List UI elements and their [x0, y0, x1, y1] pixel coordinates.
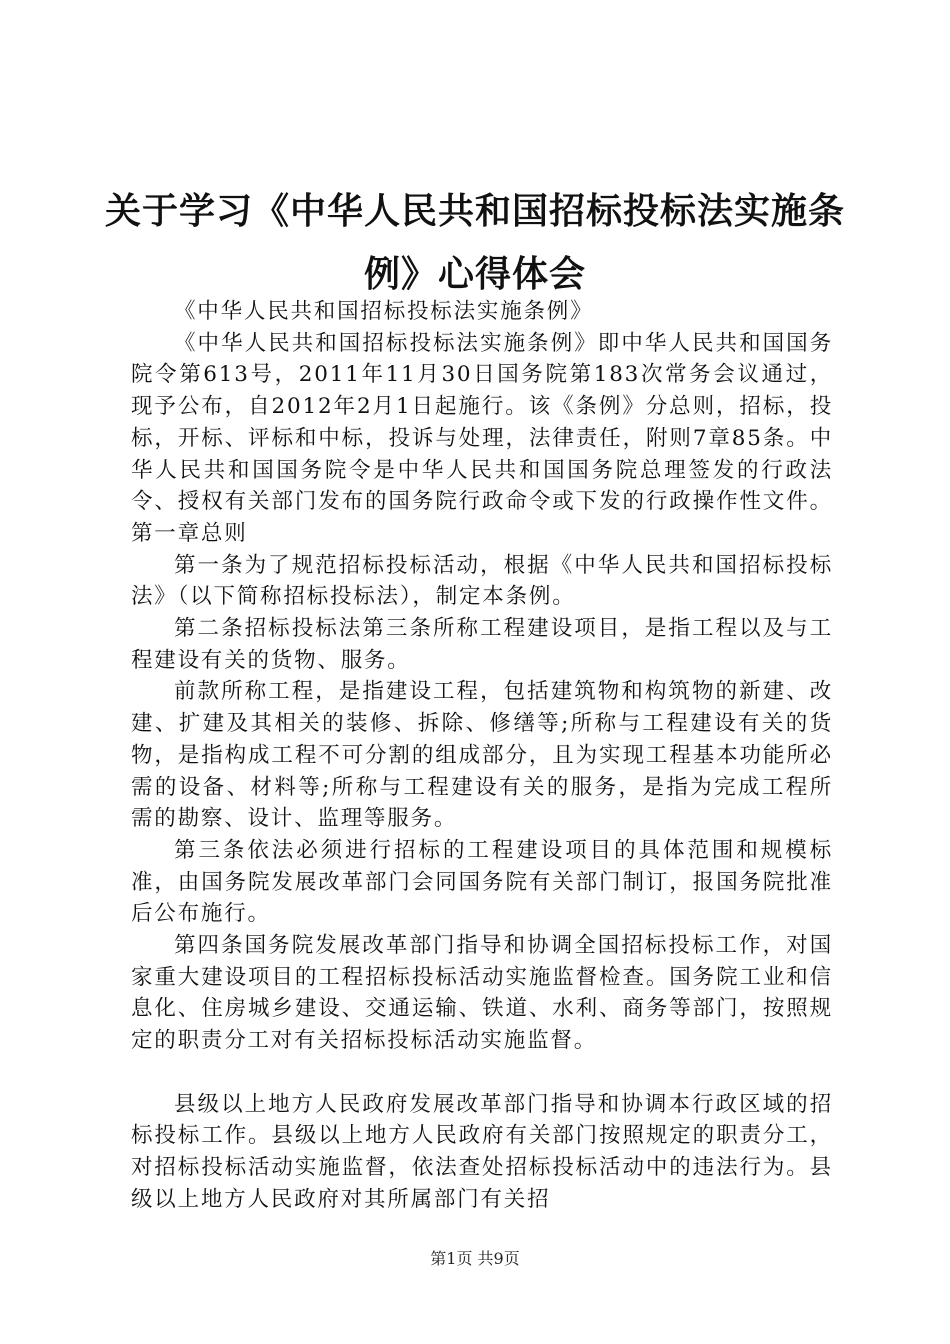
title-line-1: 关于学习《中华人民共和国招标投标法实施条 — [104, 191, 845, 232]
document-title — [100, 180, 850, 306]
paragraph: 第二条招标投标法第三条所称工程建设项目，是指工程以及与工程建设有关的货物、服务。 — [131, 616, 833, 673]
paragraph: 第四条国务院发展改革部门指导和协调全国招标投标工作，对国家重大建设项目的工程招标投标活动实施监督检查。国务院工业和信息化、住房城乡建设、交通运输、铁道、水利、商务等部门，按照规定的职责分工对有关招标投标活动实施监督。 — [131, 933, 833, 1054]
paragraph: 《中华人民共和国招标投标法实施条例》即中华人民共和国国务院令第613号，2011年11月30日国务院第183次常务会议通过，现予公布，自2012年2月1日起施行。该《条例》分总则，招标，投标，开标、评标和中标，投诉与处理，法律责任，附则7章85条。中华人民共和国国务院令是中华人民共和国国务院总理签发的行政法令、授权有关部门发布的国务院行政命令或下发的行政操作性文件。第一章总则 — [131, 330, 833, 546]
paragraph: 第一条为了规范招标投标活动，根据《中华人民共和国招标投标法》（以下简称招标投标法），制定本条例。 — [131, 552, 833, 610]
page-number-footer: 第1页 共9页 — [430, 1249, 520, 1268]
title-line-2: 例》心得体会 — [363, 254, 586, 295]
document-body — [131, 296, 833, 1215]
paragraph-heading: 《中华人民共和国招标投标法实施条例》 — [174, 299, 594, 324]
paragraph: 第三条依法必须进行招标的工程建设项目的具体范围和规模标准，由国务院发展改革部门会同国务院有关部门制订，报国务院批准后公布施行。 — [131, 837, 833, 927]
paragraph: 前款所称工程，是指建设工程，包括建筑物和构筑物的新建、改建、扩建及其相关的装修、拆除、修缮等;所称与工程建设有关的货物，是指构成工程不可分割的组成部分，且为实现工程基本功能所必需的设备、材料等;所称与工程建设有关的服务，是指为完成工程所需的勘察、设计、监理等服务。 — [131, 679, 833, 832]
paragraph: 县级以上地方人民政府发展改革部门指导和协调本行政区域的招标投标工作。县级以上地方人民政府有关部门按照规定的职责分工，对招标投标活动实施监督，依法查处招标投标活动中的违法行为。县级以上地方人民政府对其所属部门有关招 — [131, 1091, 833, 1212]
